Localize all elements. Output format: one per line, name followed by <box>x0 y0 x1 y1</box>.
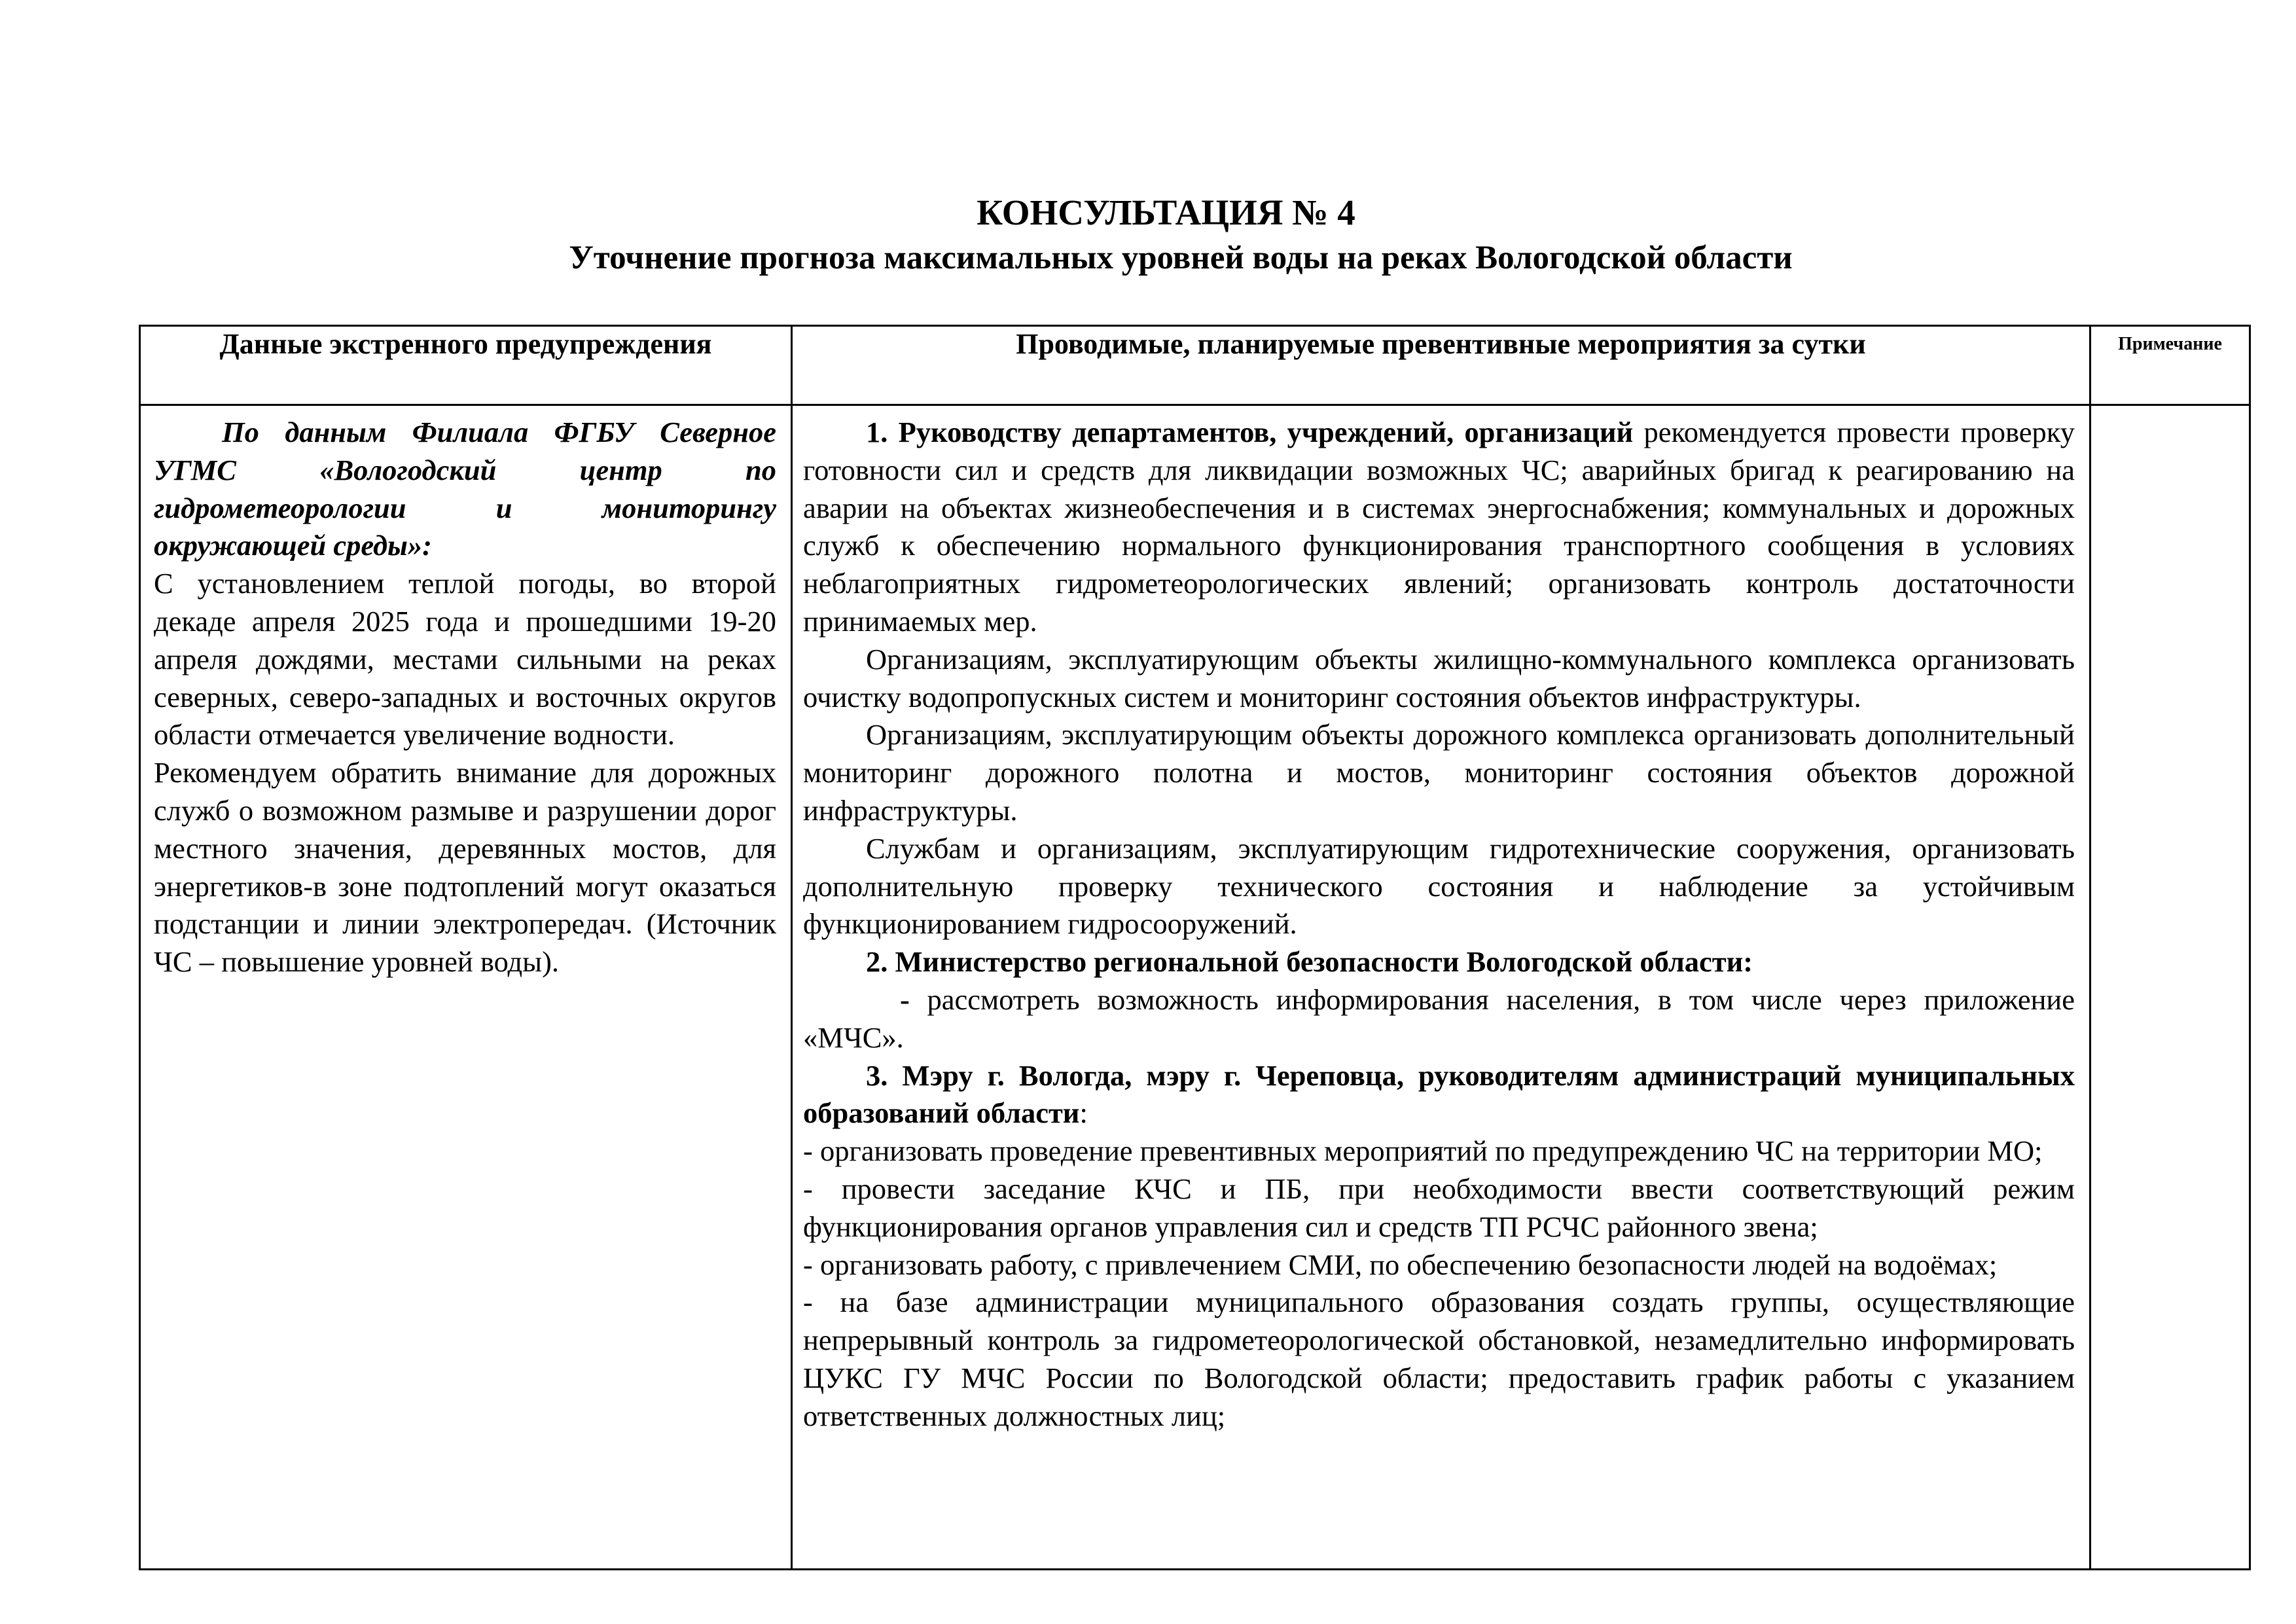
measure-item-1-text: рекомендуется провести проверку готовности сил и средств для ликвидации возможных ЧС; аварийных бригад к реагированию на аварии на объектах жизнеобеспечения и в системах энергоснабжения; коммунальных и дорожных служб к обеспечению нормального функционирования транспортного сообщения в условиях неблагоприятных гидрометеорологических явлений; организовать контроль достаточности принимаемых мер. <box>803 416 2075 638</box>
table-body-row <box>140 405 2250 1570</box>
measure-item-3-heading: 3. Мэру г. Вологда, мэру г. Череповца, руководителям администраций муниципальных образований области <box>803 1058 2075 1130</box>
measures-cell <box>792 405 2090 1570</box>
measure-item-2-heading: 2. Министерство региональной безопасности Вологодской области: <box>866 945 1753 979</box>
measure-item-1-heading: 1. Руководству департаментов, учреждений, организаций <box>866 416 1634 448</box>
document-title: КОНСУЛЬТАЦИЯ № 4 <box>977 192 1355 232</box>
header-note: Примечание <box>2090 326 2250 405</box>
warning-cell <box>140 405 792 1570</box>
measure-item-1 <box>803 414 2075 641</box>
document-subtitle: Уточнение прогноза максимальных уровней воды на реках Вологодской области <box>569 240 1793 276</box>
measure-item-2 <box>803 981 2075 1057</box>
measure-bullet-4: - на базе администрации муниципального образования создать группы, осуществляющие непрерывный контроль за гидрометеорологической обстановкой, незамедлительно информировать ЦУКС ГУ МЧС России по Вологодской области; предоставить график работы с указанием ответственных должностных лиц; <box>803 1286 2075 1432</box>
header-warning-data: Данные экстренного предупреждения <box>140 326 792 405</box>
measure-hydro-paragraph: Службам и организациям, эксплуатирующим гидротехнические сооружения, организовать дополнительную проверку технического состояния и наблюдение за устойчивым функционированием гидросооружений. <box>803 831 2075 941</box>
warning-source-heading: По данным Филиала ФГБУ Северное УГМС «Вологодский центр по гидрометеорологии и мониторингу окружающей среды»: <box>154 416 776 562</box>
warning-paragraph-2: Рекомендуем обратить внимание для дорожных служб о возможном размыве и разрушении дорог местного значения, деревянных мостов, для энергетиков-в зоне подтоплений могут оказаться подстанции и линии электропередач. (Источник ЧС – повышение уровней воды). <box>154 756 776 979</box>
measure-bullet-2: - провести заседание КЧС и ПБ, при необходимости ввести соответствующий режим функционирования органов управления сил и средств ТП РСЧС районного звена; <box>803 1172 2075 1243</box>
measure-bullet-3: - организовать работу, с привлечением СМИ, по обеспечению безопасности людей на водоёмах; <box>803 1248 1998 1281</box>
measure-bullet-1: - организовать проведение превентивных мероприятий по предупреждению ЧС на территории МО; <box>803 1134 2043 1168</box>
measure-item-3-colon: : <box>1079 1096 1088 1130</box>
measure-item-3 <box>803 1057 2075 1133</box>
table-header-row <box>140 326 2250 405</box>
measure-roads-paragraph: Организациям, эксплуатирующим объекты дорожного комплекса организовать дополнительный мониторинг дорожного полотна и мостов, мониторинг состояния объектов дорожной инфраструктуры. <box>803 718 2075 827</box>
measure-item-2-dash: - <box>900 983 910 1016</box>
note-cell <box>2090 405 2250 1570</box>
warning-paragraph-1: С установлением теплой погоды, во второй декаде апреля 2025 года и прошедшими 19-20 апреля дождями, местами сильными на реках северных, северо-западных и восточных округов области отмечается увеличение водности. <box>154 567 776 751</box>
measure-item-2-text: рассмотреть возможность информирования населения, в том числе через приложение «МЧС». <box>803 983 2075 1054</box>
header-measures: Проводимые, планируемые превентивные мероприятия за сутки <box>792 326 2090 405</box>
measure-utilities-paragraph: Организациям, эксплуатирующим объекты жилищно-коммунального комплекса организовать очистку водопропускных систем и мониторинг состояния объектов инфраструктуры. <box>803 642 2075 713</box>
consultation-table <box>139 325 2251 1570</box>
